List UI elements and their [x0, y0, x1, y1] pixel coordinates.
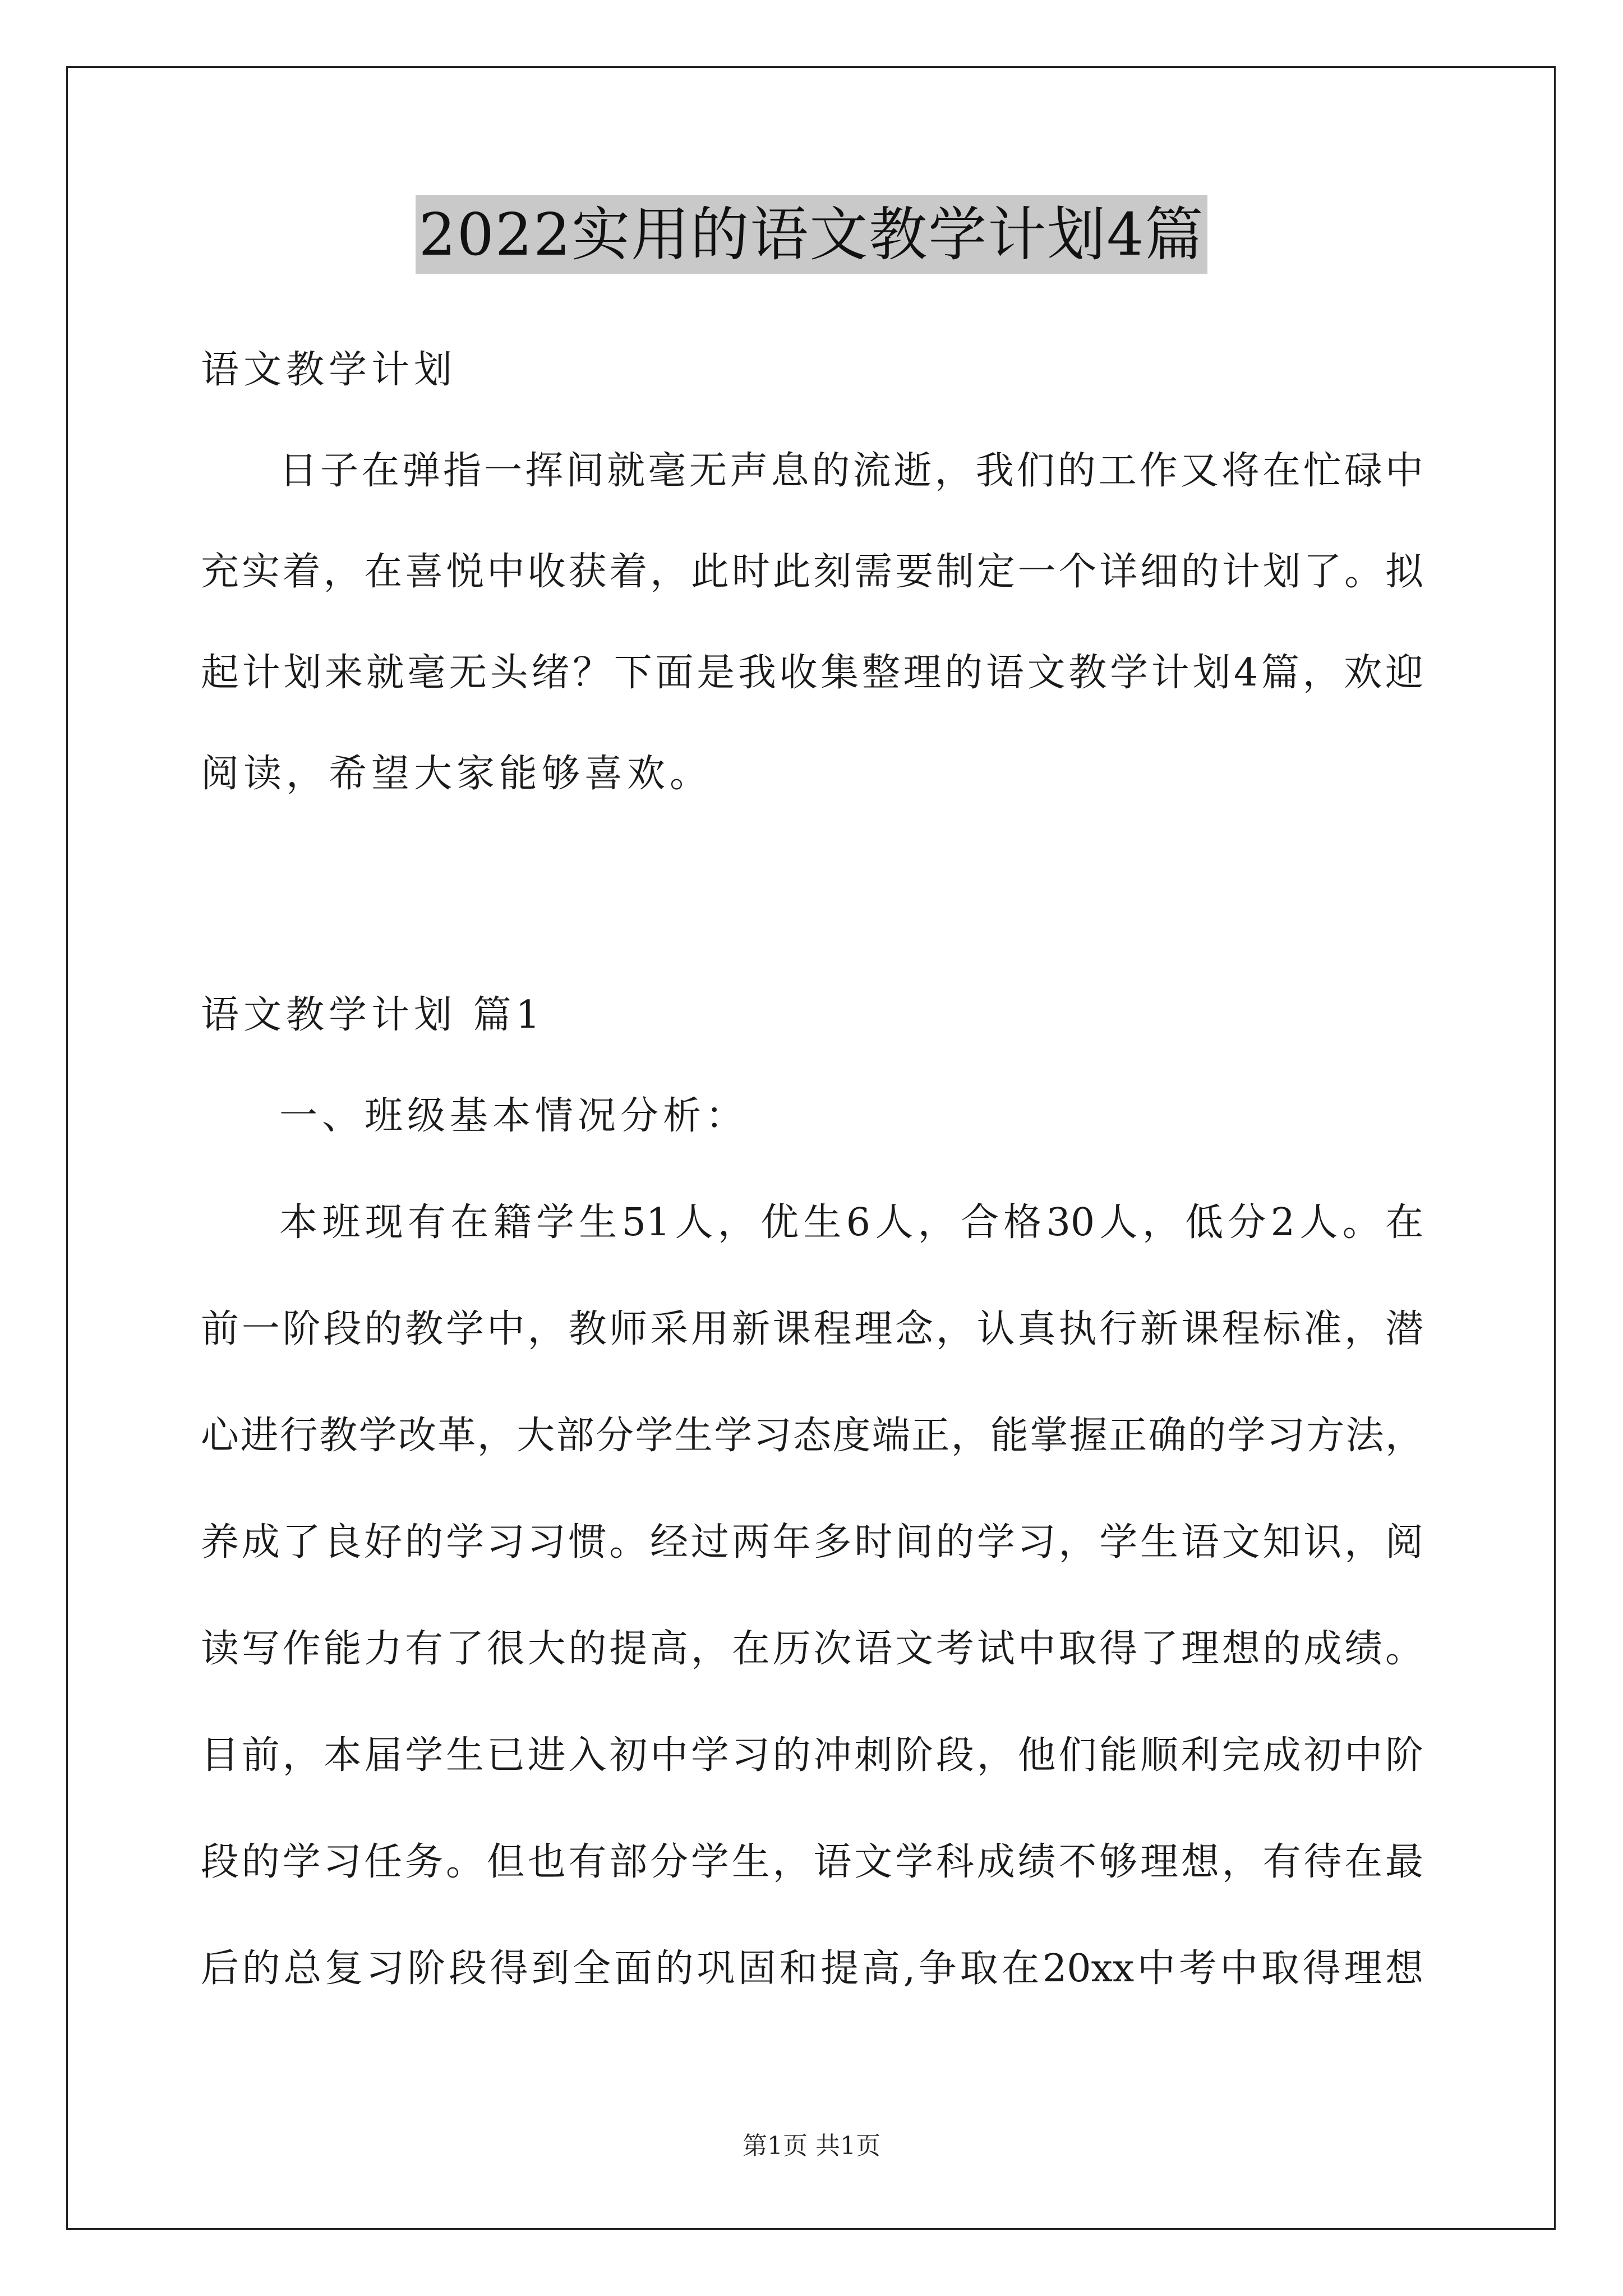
section-heading: 语文教学计划 — [201, 348, 457, 392]
intro-line: 阅读，希望大家能够喜欢。 — [201, 752, 713, 796]
title-container — [0, 195, 1623, 274]
body-line: 后的总复习阶段得到全面的巩固和提高,争取在20xx中考中取得理想 — [201, 1947, 1423, 1991]
body-line: 本班现有在籍学生51人，优生6人，合格30人，低分2人。在 — [279, 1200, 1423, 1245]
body-line: 段的学习任务。但也有部分学生，语文学科成绩不够理想，有待在最 — [201, 1840, 1423, 1884]
intro-line: 充实着，在喜悦中收获着，此时此刻需要制定一个详细的计划了。拟 — [201, 550, 1423, 594]
body-line: 前一阶段的教学中，教师采用新课程理念，认真执行新课程标准，潜 — [201, 1307, 1423, 1351]
body-line: 养成了良好的学习习惯。经过两年多时间的学习，学生语文知识，阅 — [201, 1520, 1423, 1565]
page-footer: 第1页 共1页 — [743, 2132, 880, 2160]
intro-line: 起计划来就毫无头绪？下面是我收集整理的语文教学计划4篇，欢迎 — [201, 651, 1423, 695]
part-heading: 语文教学计划 篇1 — [201, 993, 545, 1037]
body-line: 目前，本届学生已进入初中学习的冲刺阶段，他们能顺利完成初中阶 — [201, 1733, 1423, 1778]
body-line: 读写作能力有了很大的提高，在历次语文考试中取得了理想的成绩。 — [201, 1627, 1423, 1671]
subheading: 一、班级基本情况分析： — [279, 1094, 749, 1138]
body-line: 心进行教学改革，大部分学生学习态度端正，能掌握正确的学习方法， — [201, 1414, 1423, 1458]
intro-line: 日子在弹指一挥间就毫无声息的流逝，我们的工作又将在忙碌中 — [279, 449, 1423, 493]
document-title: 2022实用的语文教学计划4篇 — [416, 195, 1208, 274]
